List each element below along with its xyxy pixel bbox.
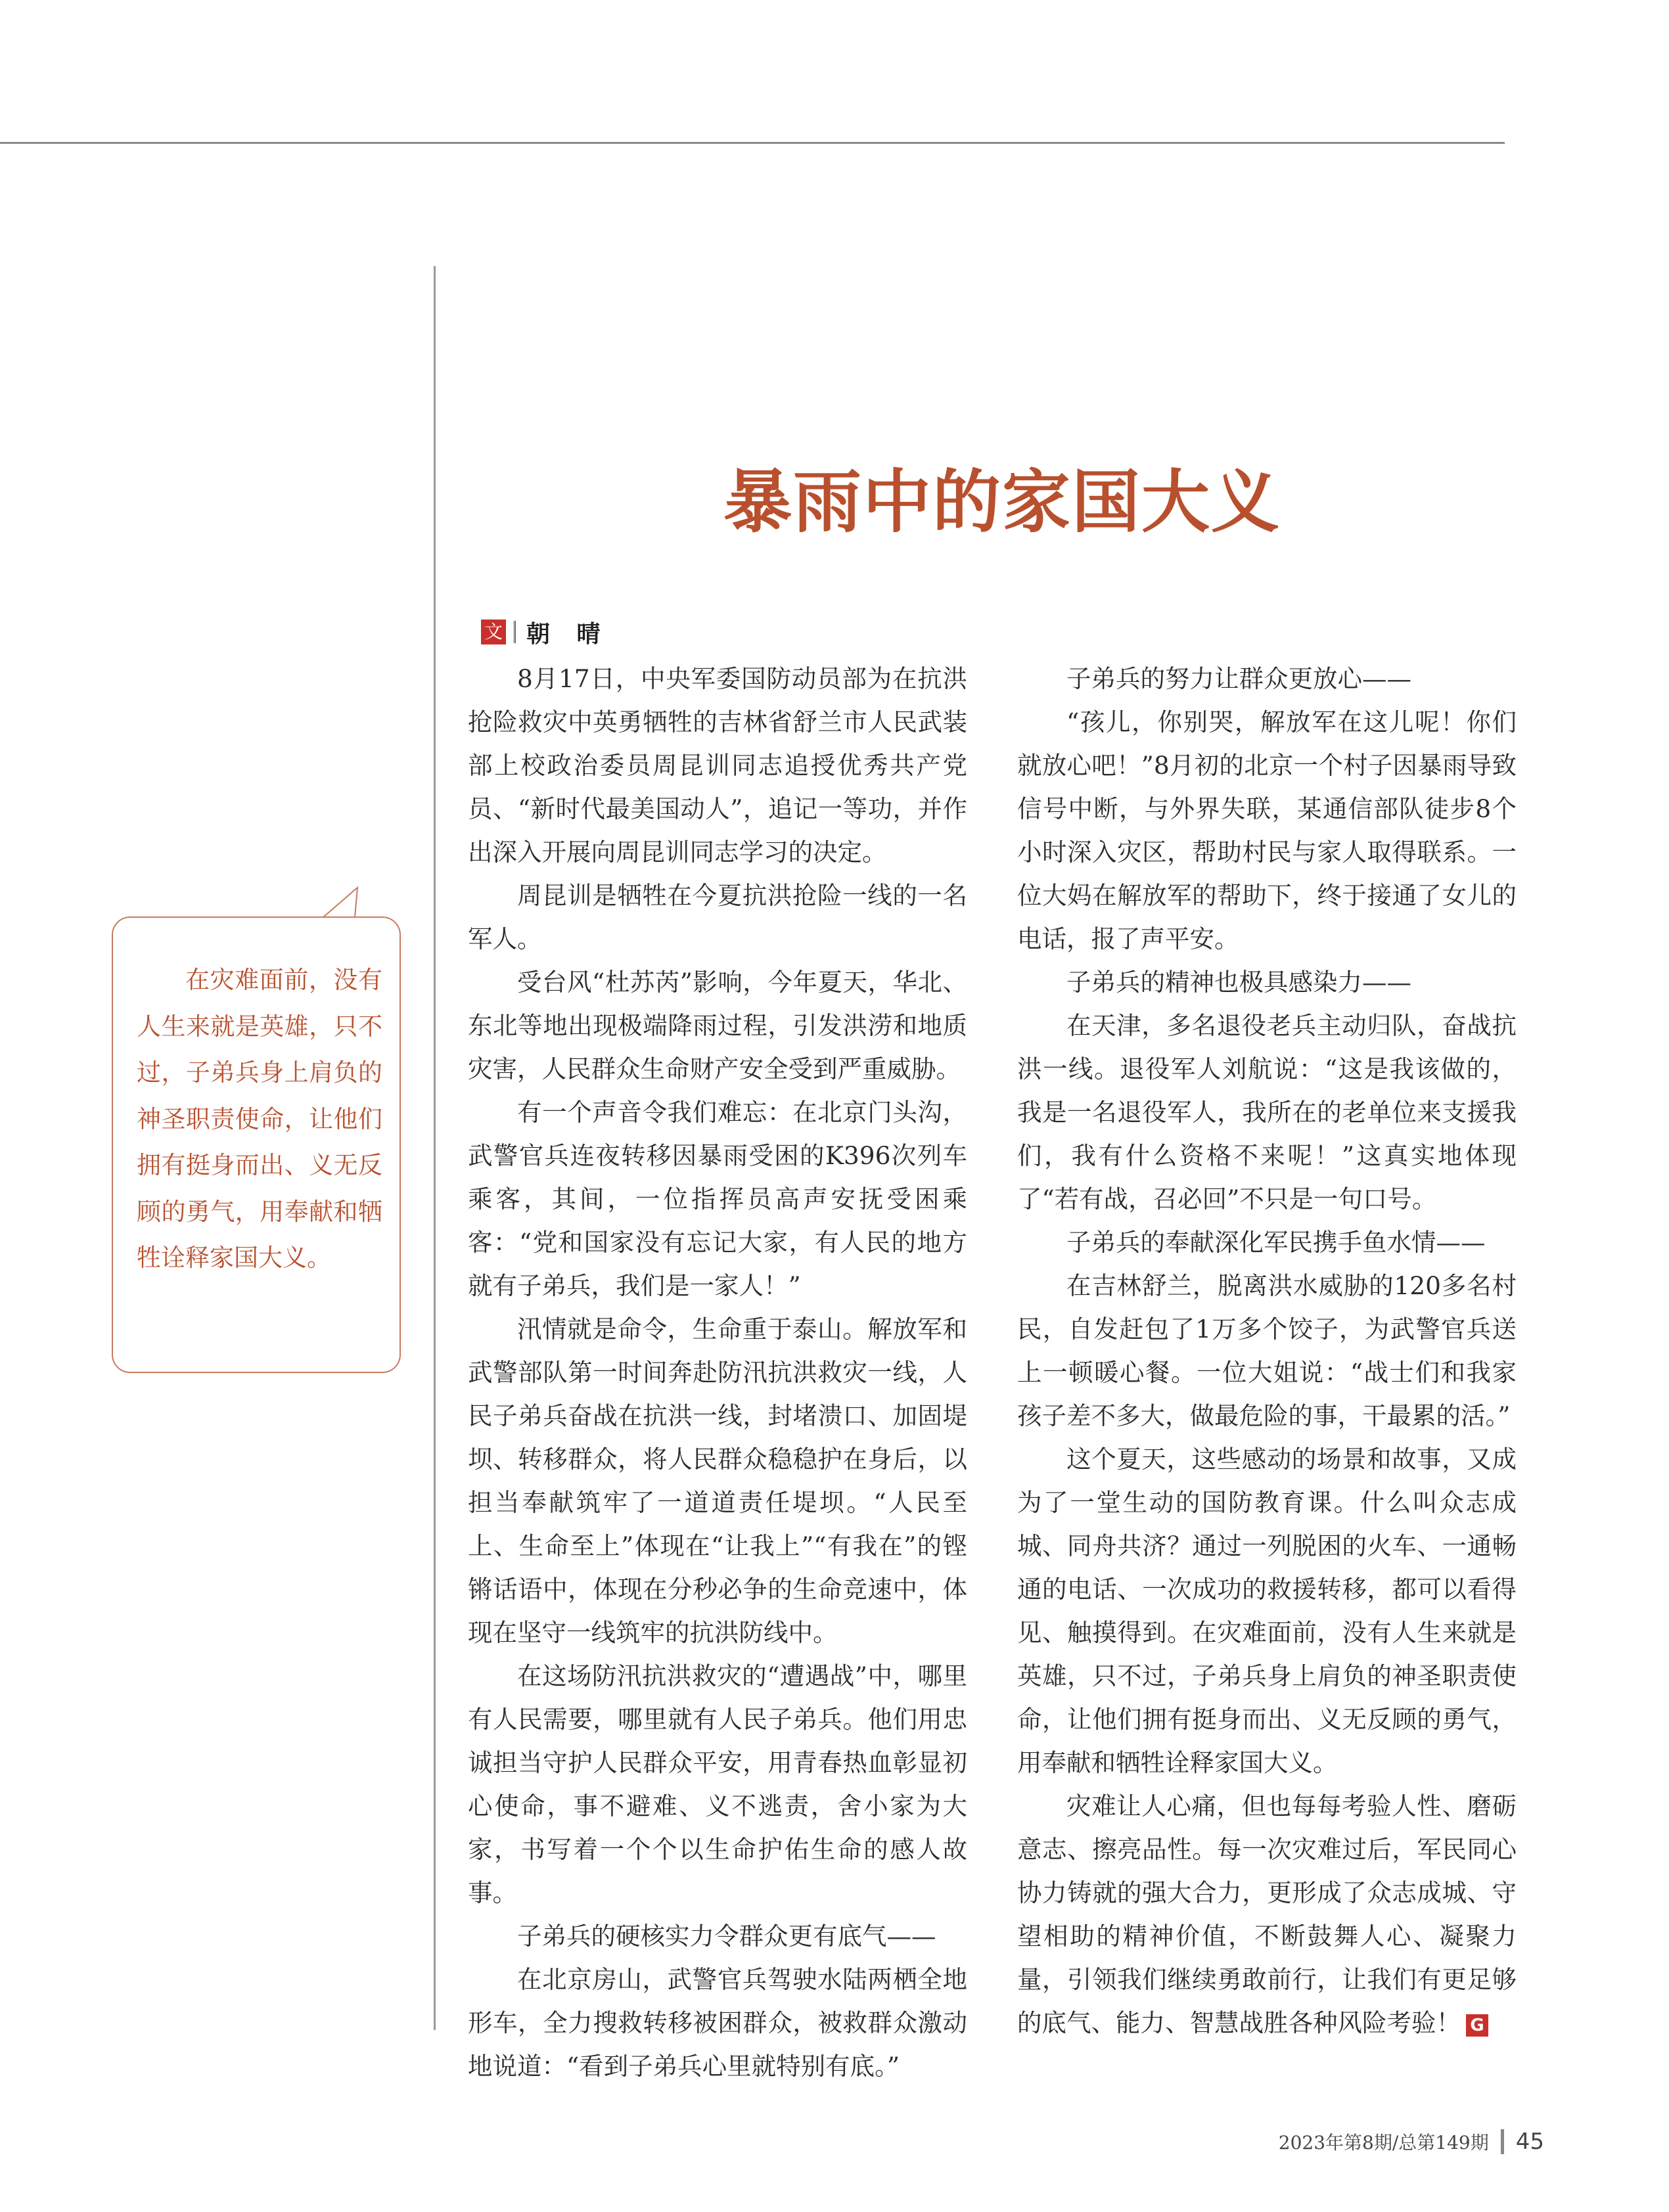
byline <box>481 616 610 648</box>
page-number: 45 <box>1515 2129 1544 2155</box>
paragraph-text: 灾难让人心痛，但也每每考验人性、磨砺意志、擦亮品性。每一次灾难过后，军民同心协力铸就的强大合力，更形成了众志成城、守望相助的精神价值，不断鼓舞人心、凝聚力量，引领我们继续勇敢前行，让我们有更足够的底气、能力、智慧战胜各种风险考验！ <box>1017 1792 1517 2037</box>
paragraph: 在这场防汛抗洪救灾的“遭遇战”中，哪里有人民需要，哪里就有人民子弟兵。他们用忠诚担当守护人民群众平安，用青春热血彰显初心使命，事不避难、义不逃责，舍小家为大家，书写着一个个以生命护佑生命的感人故事。 <box>468 1661 967 1907</box>
paragraph: 在北京房山，武警官兵驾驶水陆两栖全地形车，全力搜救转移被困群众，被救群众激动地说道：“看到子弟兵心里就特别有底。” <box>468 1965 967 2081</box>
issue-label: 2023年第8期/总第149期 <box>1278 2132 1489 2154</box>
paragraph: 子弟兵的奉献深化军民携手鱼水情—— <box>1066 1228 1486 1257</box>
paragraph: 子弟兵的精神也极具感染力—— <box>1066 968 1411 997</box>
page-footer <box>1279 2129 1544 2155</box>
column-divider <box>434 266 436 2030</box>
paragraph: 汛情就是命令，生命重于泰山。解放军和武警部队第一时间奔赴防汛抗洪救灾一线，人民子弟兵奋战在抗洪一线，封堵溃口、加固堤坝、转移群众，将人民群众稳稳护在身后，以担当奉献筑牢了一道道责任堤坝。“人民至上、生命至上”体现在“让我上”“有我在”的铿锵话语中，体现在分秒必争的生命竞速中，体现在坚守一线筑牢的抗洪防线中。 <box>468 1315 967 1647</box>
paragraph-final <box>1017 1784 1517 2044</box>
pull-quote-text: 在灾难面前，没有人生来就是英雄，只不过，子弟兵身上肩负的神圣职责使命，让他们拥有挺身而出、义无反顾的勇气，用奉献和牺牲诠释家国大义。 <box>137 966 382 1272</box>
paragraph: 周昆训是牺牲在今夏抗洪抢险一线的一名军人。 <box>468 881 967 953</box>
left-column <box>468 657 967 2088</box>
paragraph: 受台风“杜苏芮”影响，今年夏天，华北、东北等地出现极端降雨过程，引发洪涝和地质灾害，人民群众生命财产安全受到严重威胁。 <box>468 968 967 1083</box>
paragraph: 这个夏天，这些感动的场景和故事，又成为了一堂生动的国防教育课。什么叫众志成城、同舟共济？通过一列脱困的火车、一通畅通的电话、一次成功的救援转移，都可以看得见、触摸得到。在灾难面前，没有人生来就是英雄，只不过，子弟兵身上肩负的神圣职责使命，让他们拥有挺身而出、义无反顾的勇气，用奉献和牺牲诠释家国大义。 <box>1017 1445 1517 1777</box>
byline-separator <box>514 621 518 643</box>
paragraph: 子弟兵的努力让群众更放心—— <box>1066 664 1411 693</box>
paragraph: 在吉林舒兰，脱离洪水威胁的120多名村民，自发赶包了1万多个饺子，为武警官兵送上一顿暖心餐。一位大姐说：“战士们和我家孩子差不多大，做最危险的事，干最累的活。” <box>1017 1271 1517 1430</box>
author-name: 朝 晴 <box>526 620 610 648</box>
byline-mark-icon: 文 <box>481 620 506 644</box>
paragraph: 子弟兵的硬核实力令群众更有底气—— <box>517 1922 936 1951</box>
paragraph: 有一个声音令我们难忘：在北京门头沟，武警官兵连夜转移因暴雨受困的K396次列车乘客，其间，一位指挥员高声安抚受困乘客：“党和国家没有忘记大家，有人民的地方就有子弟兵，我们是一家人！” <box>468 1098 967 1300</box>
pull-quote-box <box>112 916 401 1373</box>
article-title: 暴雨中的家国大义 <box>723 461 1281 542</box>
end-mark-icon: G <box>1466 2014 1488 2037</box>
footer-separator <box>1501 2129 1504 2154</box>
right-column <box>1017 657 1517 2044</box>
paragraph: 8月17日，中央军委国防动员部为在抗洪抢险救灾中英勇牺牲的吉林省舒兰市人民武装部上校政治委员周昆训同志追授优秀共产党员、“新时代最美国动人”，追记一等功，并作出深入开展向周昆训同志学习的决定。 <box>468 664 967 867</box>
paragraph: “孩儿，你别哭，解放军在这儿呢！你们就放心吧！”8月初的北京一个村子因暴雨导致信号中断，与外界失联，某通信部队徒步8个小时深入灾区，帮助村民与家人取得联系。一位大妈在解放军的帮助下，终于接通了女儿的电话，报了声平安。 <box>1017 708 1517 953</box>
paragraph: 在天津，多名退役老兵主动归队，奋战抗洪一线。退役军人刘航说：“这是我该做的，我是一名退役军人，我所在的老单位来支援我们，我有什么资格不来呢！”这真实地体现了“若有战，召必回”不只是一句口号。 <box>1017 1011 1517 1213</box>
header-rule <box>0 142 1505 144</box>
